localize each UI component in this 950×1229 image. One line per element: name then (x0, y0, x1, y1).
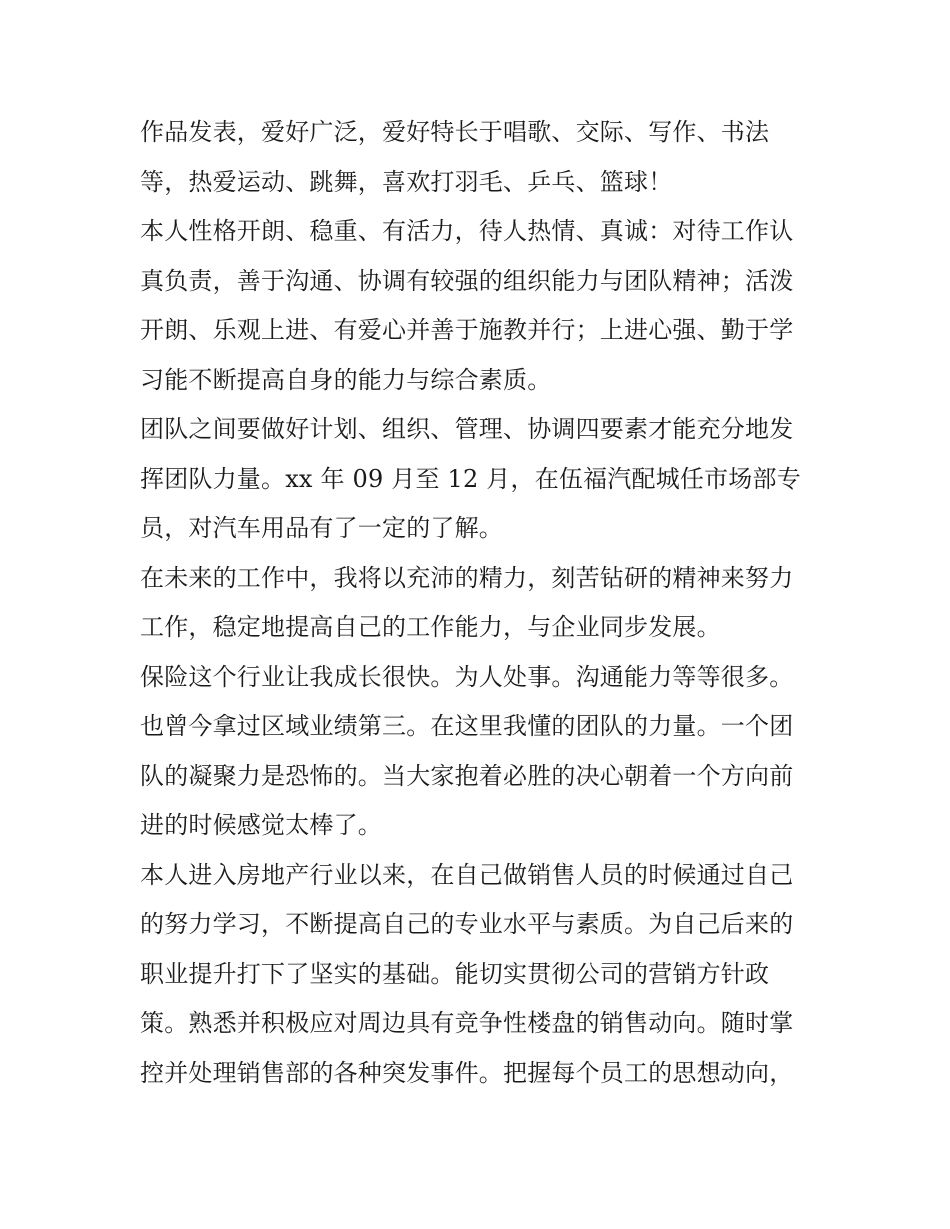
document-body (140, 108, 820, 1098)
text-line: 策。熟悉并积极应对周边具有竞争性楼盘的销售动向。随时掌 (140, 1009, 794, 1037)
text-line: 工作，稳定地提高自己的工作能力，与企业同步发展。 (140, 613, 721, 641)
text-line: 开朗、乐观上进、有爱心并善于施教并行；上进心强、勤于学 (140, 316, 794, 344)
text-line: 团队之间要做好计划、组织、管理、协调四要素才能充分地发 (140, 415, 794, 443)
text-line: 员，对汽车用品有了一定的了解。 (140, 514, 503, 542)
text-line: 本人进入房地产行业以来，在自己做销售人员的时候通过自己 (140, 860, 794, 889)
text-line: 的努力学习，不断提高自己的专业水平与素质。为自己后来的 (140, 910, 794, 938)
text-line: 作品发表，爱好广泛，爱好特长于唱歌、交际、写作、书法 (140, 118, 770, 146)
text-line: 也曾今拿过区域业绩第三。在这里我懂的团队的力量。一个团 (140, 712, 794, 740)
text-line: 习能不断提高自身的能力与综合素质。 (140, 365, 552, 394)
text-line: 队的凝聚力是恐怖的。当大家抱着必胜的决心朝着一个方向前 (140, 761, 794, 790)
text-line: 保险这个行业让我成长很快。为人处事。沟通能力等等很多。 (140, 662, 794, 691)
text-line: 进的时候感觉太棒了。 (140, 811, 382, 839)
text-line: 真负责，善于沟通、协调有较强的组织能力与团队精神；活泼 (140, 266, 794, 295)
text-line: 等，热爱运动、跳舞，喜欢打羽毛、乒乓、篮球！ (140, 167, 673, 196)
text-line: 挥团队力量。xx 年 09 月至 12 月，在伍福汽配城任市场部专 (140, 464, 801, 493)
text-line: 职业提升打下了坚实的基础。能切实贯彻公司的营销方针政 (140, 959, 770, 988)
text-line: 控并处理销售部的各种突发事件。把握每个员工的思想动向， (140, 1058, 794, 1087)
text-line: 在未来的工作中，我将以充沛的精力，刻苦钻研的精神来努力 (140, 563, 794, 592)
text-line: 本人性格开朗、稳重、有活力，待人热情、真诚：对待工作认 (140, 217, 794, 245)
